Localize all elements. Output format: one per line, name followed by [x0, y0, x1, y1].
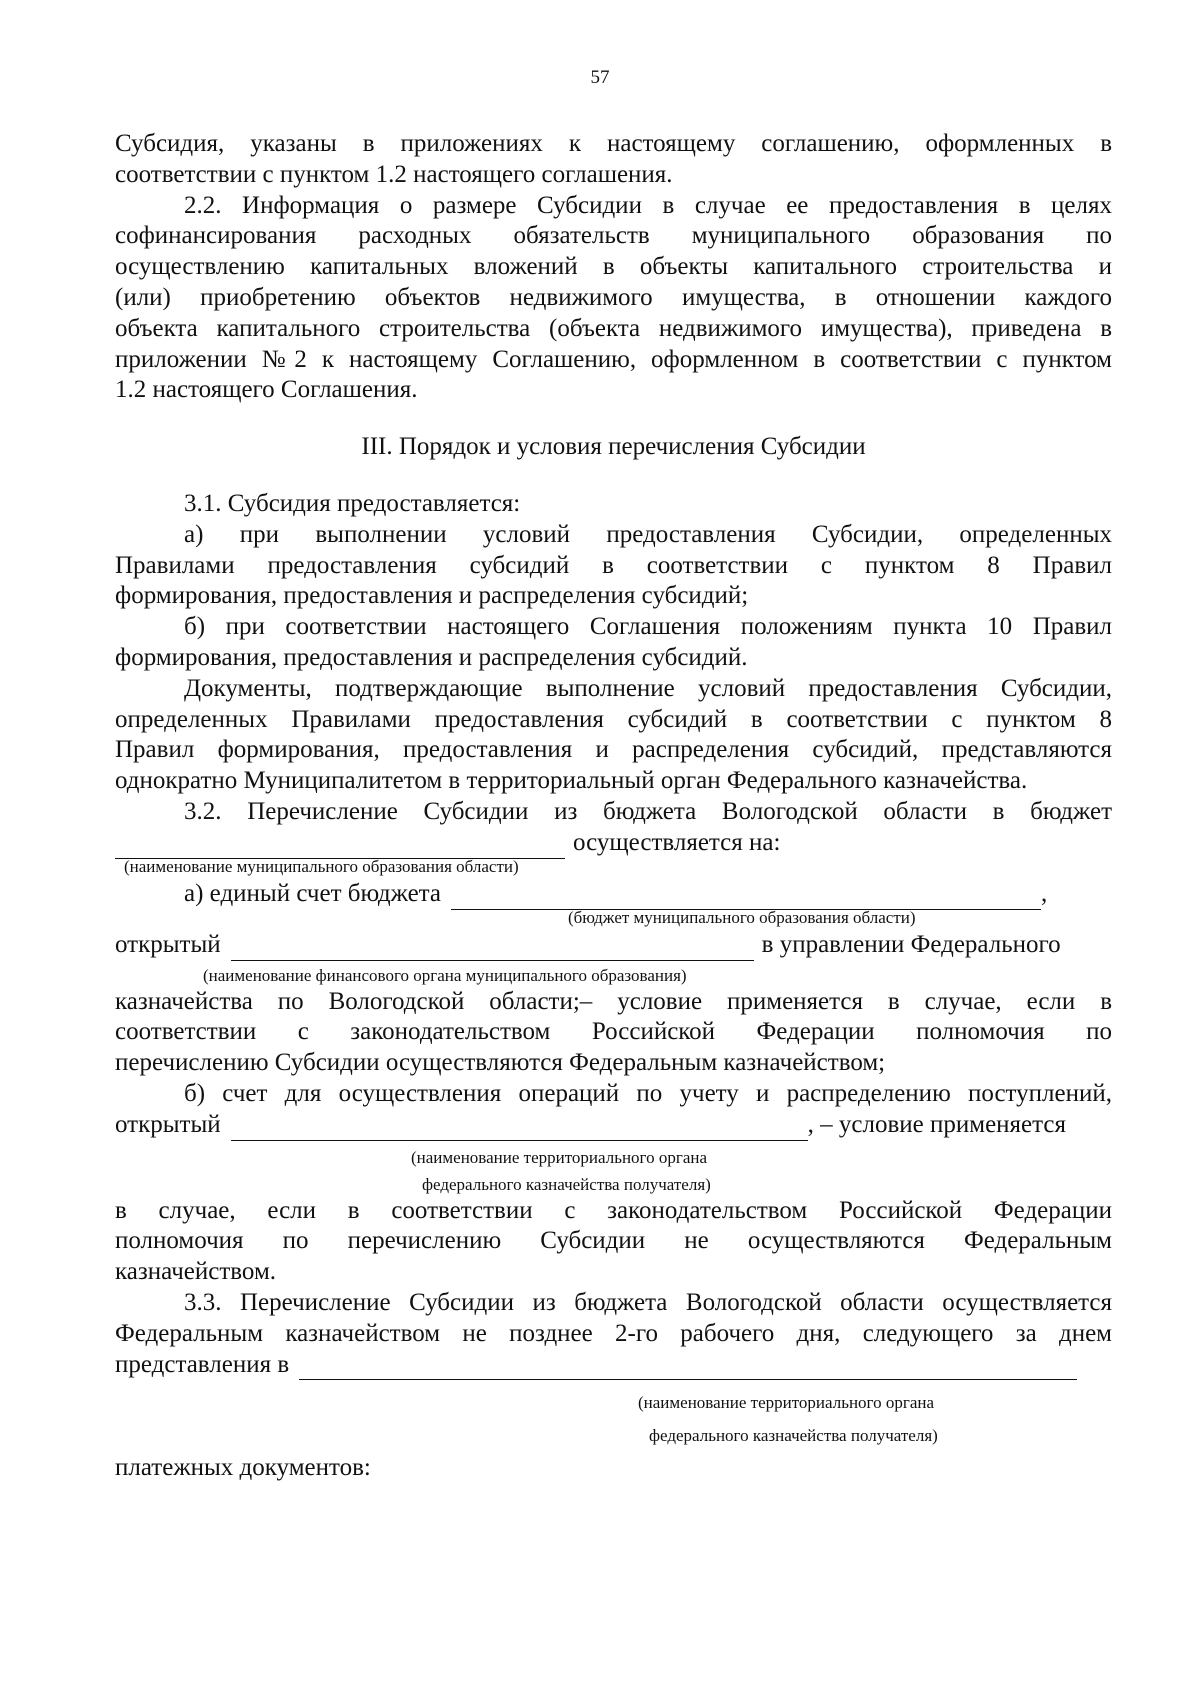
- text-line: полномочия по перечислению Субсидии не осуществляются Федеральным: [115, 1227, 1112, 1255]
- text-line: объекта капитального строительства (объекта недвижимого имущества), приведена в: [115, 314, 1112, 342]
- text-line: 2.2. Информация о размере Субсидии в случае ее предоставления в целях: [184, 191, 1112, 219]
- text-fragment: ,: [1041, 879, 1048, 907]
- text-line: Субсидия, указаны в приложениях к настоящему соглашению, оформленных в: [115, 130, 1112, 157]
- text-fragment: представления в: [115, 1350, 290, 1378]
- paragraph-3-2-b-cont: [115, 1196, 1112, 1288]
- document-body: [115, 129, 1112, 1484]
- text-line: (или) приобретению объектов недвижимого имущества, в отношении каждого: [115, 283, 1112, 311]
- text-line: формирования, предоставления и распределения субсидий;: [115, 582, 749, 610]
- submission-blank: [299, 1357, 1077, 1380]
- text-line: 3.3. Перечисление Субсидии из бюджета Вологодской области осуществляется: [184, 1288, 1112, 1316]
- text-line: 3.2. Перечисление Субсидии из бюджета Вологодской области в бюджет: [184, 797, 1112, 825]
- text-line: соответствии с законодательством Российской Федерации полномочия по: [115, 1018, 1112, 1046]
- text-fragment: в управлении Федерального: [761, 930, 1061, 958]
- section-title: III. Порядок и условия перечисления Субсидии: [361, 433, 866, 461]
- note-terr-org-line1: (наименование территориального органа: [411, 1147, 708, 1167]
- paragraph-2-2: [115, 191, 1112, 407]
- note-terr-org-line2: федерального казначейства получателя): [422, 1174, 711, 1194]
- paragraph-3-3: [115, 1288, 1112, 1350]
- single-account-row: [184, 878, 1112, 910]
- municipality-row: [115, 828, 1112, 859]
- text-line: Документы, подтверждающие выполнение условий предоставления Субсидии,: [184, 674, 1112, 702]
- text-line: Правил формирования, предоставления и распределения субсидий, представляются: [115, 736, 1112, 764]
- paragraph-3-1-b: [115, 612, 1112, 674]
- text-fragment: , – условие применяется: [807, 1110, 1066, 1138]
- note-terr-org-line3: (наименование территориального органа: [638, 1393, 935, 1413]
- note-municipality: (наименование муниципального образования области): [124, 856, 519, 876]
- note-fin-org: (наименование финансового органа муниципального образования): [203, 965, 687, 985]
- text-line: софинансирования расходных обязательств муниципального образования по: [115, 222, 1112, 250]
- text-fragment: открытый: [115, 1110, 221, 1138]
- text-line: в случае, если в соответствии с законодательством Российской Федерации: [115, 1196, 1112, 1224]
- text-line: формирования, предоставления и распределения субсидий.: [115, 643, 748, 671]
- text-line: Правилами предоставления субсидий в соответствии с пунктом 8 Правил: [115, 551, 1112, 579]
- text-line: перечислению Субсидии осуществляются Федеральным казначейством;: [115, 1049, 886, 1077]
- paragraph-3-1-a: [115, 520, 1112, 612]
- text-fragment: открытый: [115, 930, 221, 958]
- text-fragment: осуществляется на:: [573, 828, 781, 856]
- opened-row-2: [115, 1110, 1112, 1141]
- text-line: платежных документов:: [115, 1454, 371, 1482]
- text-fragment: а) единый счет бюджета: [184, 879, 441, 907]
- fin-org-blank: [231, 938, 754, 961]
- submission-row: [115, 1350, 1112, 1381]
- text-line: 3.1. Субсидия предоставляется:: [184, 489, 521, 517]
- terr-org-blank: [231, 1118, 808, 1141]
- text-line: казначейства по Вологодской области;– условие применяется в случае, если в: [115, 987, 1112, 1015]
- paragraph-3-2-a-cont: [115, 987, 1112, 1079]
- text-line: б) счет для осуществления операций по учету и распределению поступлений,: [184, 1079, 1112, 1107]
- text-line: определенных Правилами предоставления субсидий в соответствии с пунктом 8: [115, 705, 1112, 733]
- opened-row-1: [115, 929, 1112, 961]
- text-line: 1.2 настоящего Соглашения.: [115, 376, 418, 404]
- text-line: осуществлению капитальных вложений в объекты капитального строительства и: [115, 253, 1112, 281]
- page-number: 57: [590, 67, 610, 88]
- text-line: приложении №2 к настоящему Соглашению, оформленном в соответствии с пунктом: [115, 345, 1112, 373]
- text-line: однократно Муниципалитетом в территориальный орган Федерального казначейства.: [115, 767, 1028, 795]
- text-line: б) при соответствии настоящего Соглашения положениям пункта 10 Правил: [184, 613, 1112, 641]
- paragraph-documents: [115, 674, 1112, 797]
- text-line: казначейством.: [115, 1258, 277, 1286]
- note-budget: (бюджет муниципального образования области): [568, 907, 916, 927]
- text-line: а) при выполнении условий предоставления Субсидии, определенных: [184, 520, 1112, 548]
- text-line: соответствии с пунктом 1.2 настоящего соглашения.: [115, 160, 673, 188]
- text-line: Федеральным казначейством не позднее 2-го рабочего дня, следующего за днем: [115, 1319, 1112, 1347]
- note-terr-org-line4: федерального казначейства получателя): [649, 1426, 938, 1446]
